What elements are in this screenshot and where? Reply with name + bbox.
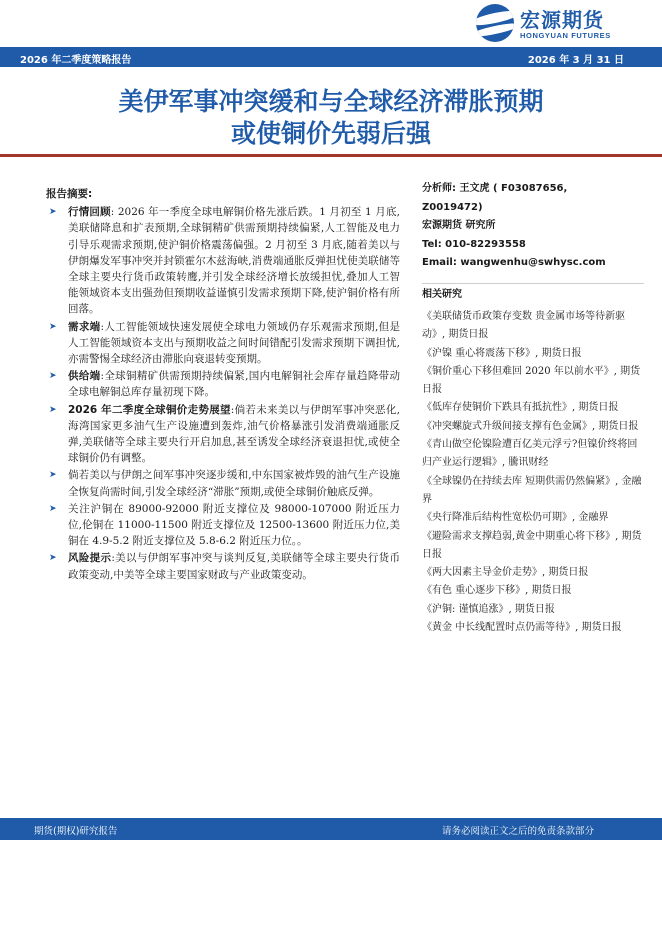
report-title: [0, 86, 662, 150]
analyst-license: Z0019472): [422, 201, 483, 213]
company-logo: [476, 4, 626, 44]
abstract-item: [46, 467, 400, 499]
abstract-item-text: 关注沪铜在 89000-92000 附近支撑位及 98000-107000 附近压力位,伦铜在 11000-11500 附近支撑位及 12500-13600 附近压力位,美铜在 4.9-5.2 附近支撑位及 5.8-6.2 附近压力位。。: [68, 502, 400, 548]
abstract-item: [46, 550, 400, 582]
bullet-arrow-icon: ➤: [49, 371, 57, 382]
bullet-arrow-icon: ➤: [49, 503, 57, 514]
abstract-item-label: 供给端: [68, 370, 101, 383]
abstract-item-text: :全球铜精矿供需预期持续偏紧,国内电解铜社会库存量趋降带动全球电解铜总库存量初现下降。: [68, 370, 401, 399]
related-item[interactable]: 《低库存使铜价下跌具有抵抗性》, 期货日报: [422, 402, 619, 414]
abstract-item-text: :美以与伊朗军事冲突与谈判反复,美联储等全球主要央行货币政策变动,中美等全球主要国家财政与产业政策变动。: [68, 552, 401, 581]
sidebar: [422, 180, 644, 637]
abstract-item: [46, 204, 400, 317]
abstract-item-label: 行情回顾: [68, 206, 111, 219]
bullet-arrow-icon: ➤: [49, 470, 57, 481]
related-item[interactable]: 《沪镍 重心将震荡下移》, 期货日报: [422, 347, 582, 359]
related-item[interactable]: 《美联储货币政策存变数 贵金属市场等待新驱动》, 期货日报: [422, 311, 626, 341]
abstract-item-label: 2026 年二季度全球铜价走势展望: [68, 403, 231, 416]
abstract-item-text: 倘若美以与伊朗之间军事冲突逐步缓和,中东国家被炸毁的油气生产设施全恢复尚需时间,引发全球经济“滞胀”预期,或使全球铜价触底反弹。: [68, 469, 400, 498]
related-item[interactable]: 《沪铜: 谨慎追涨》, 期货日报: [422, 603, 555, 615]
abstract-item: [46, 319, 400, 368]
abstract-heading: 报告摘要:: [46, 188, 93, 200]
logo-name-en: HONGYUAN FUTURES: [520, 31, 611, 40]
bullet-arrow-icon: ➤: [49, 207, 57, 218]
related-item[interactable]: 《青山做空伦镍险遭百亿美元浮亏?但镍价终将回归产业运行逻辑》, 騰讯财经: [422, 439, 638, 469]
title-line-2: 或使铜价先弱后强: [230, 119, 431, 148]
abstract-item-text: :人工智能领域快速发展使全球电力领域仍存乐观需求预期,但是人工智能领域资本支出与预期收益之间时间错配引发需求预期下调担忧,亦需警惕全球经济由滞胀向衰退转变预期。: [68, 320, 401, 366]
abstract-item-label: 风险提示: [68, 552, 112, 565]
related-item[interactable]: 《冲突螺旋式升级间接支撑有色金属》, 期货日报: [422, 420, 639, 432]
abstract-item: [46, 501, 400, 550]
related-item[interactable]: 《全球镍仍在持续去库 短期供需仍然偏紧》, 金融界: [422, 475, 642, 505]
report-type: 2026 年二季度策略报告: [20, 55, 132, 66]
analyst-name: 分析师: 王文虎 ( F03087656,: [422, 183, 568, 194]
related-item[interactable]: 《铜价重心下移但难回 2020 年以前水平》, 期货日报: [422, 365, 641, 396]
related-research-list: [422, 308, 644, 637]
footer-bar: [0, 818, 662, 840]
report-date: 2026 年 3 月 31 日: [527, 55, 624, 66]
abstract-item-label: 需求端: [68, 320, 101, 333]
report-abstract: [46, 186, 400, 584]
abstract-item: [46, 402, 400, 467]
analyst-tel: Tel: 010-82293558: [422, 238, 526, 250]
abstract-list: [46, 204, 400, 583]
logo-wave-icon: [476, 4, 514, 42]
related-item[interactable]: 《两大因素主导金价走势》, 期货日报: [422, 567, 589, 579]
related-research-heading: 相关研究: [422, 283, 644, 307]
bullet-arrow-icon: ➤: [49, 321, 57, 332]
title-line-1: 美伊军事冲突缓和与全球经济滞胀预期: [118, 87, 544, 116]
related-item[interactable]: 《避险需求支撑趋弱,黄金中期重心将下移》, 期货日报: [422, 530, 642, 560]
footer-report-category: 期货(期权)研究报告: [34, 826, 118, 837]
header-bar: [0, 47, 662, 67]
related-item[interactable]: 《有色 重心逐步下移》, 期货日报: [422, 585, 572, 597]
abstract-item: [46, 368, 400, 400]
abstract-item-text: : 2026 年一季度全球电解铜价格先涨后跌。1 月初至 1 月底,美联储降息和扩表预期,全球铜精矿供需预期持续偏紧,人工智能及电力引导乐观需求预期,使沪铜价格震荡偏强。2 月初至 3 月底,随着美以与伊朗爆发军事冲突并封锁霍尔木兹海峡,消费端通胀反弹担忧使美联储等全球主要央行货币政策转鹰,并引发全球经济增长放缓担忧,叠加人工智能领域资本支出强劲但预期收益谨慎引发需求预期下降,使沪铜价格有所回落。: [68, 206, 400, 316]
bullet-arrow-icon: ➤: [49, 404, 57, 415]
logo-name-cn: 宏源期货: [520, 8, 604, 32]
analyst-email[interactable]: Email: wangwenhu@swhysc.com: [422, 257, 606, 268]
abstract-item-text: :倘若未来美以与伊朗军事冲突恶化,海湾国家更多油气生产设施遭到轰炸,油气价格暴涨引发消费端通胀反弹,美联储等全球主要央行开启加息,甚至诱发全球经济衰退担忧,或使全球铜价仍有调整。: [68, 403, 400, 465]
analyst-institute: 宏源期货 研究所: [422, 220, 496, 231]
bullet-arrow-icon: ➤: [49, 553, 57, 564]
related-item[interactable]: 《黄金 中长线配置时点仍需等待》, 期货日报: [422, 622, 622, 634]
footer-disclaimer: 请务必阅读正文之后的免责条款部分: [441, 826, 594, 837]
title-divider: [0, 154, 662, 157]
related-item[interactable]: 《央行降准后结构性宽松仍可期》, 金融界: [422, 512, 609, 524]
